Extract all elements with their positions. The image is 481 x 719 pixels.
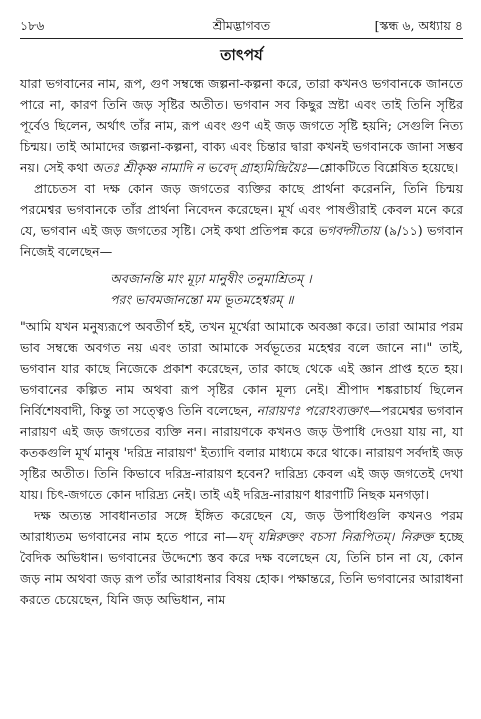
p4-text-b: হচ্ছে বৈদিক অভিধান। ভগবানের উদ্দেশ্যে স্তব করে দক্ষ বলেছেন যে, তিনি চান না যে, কোন জড় নাম অথবা জড় রূপ তাঁর আরাধনার বিষয় হোক। পক্ষান্তরে, তিনি ভগবানের আরাধনা করতে চেয়েছেন, যিনি জড় অভিধান, নাম xyxy=(20,529,463,607)
p1-text-b: —শ্লোকটিতে বিশ্লেষিত হয়েছে। xyxy=(306,160,459,175)
paragraph-4 xyxy=(20,505,463,610)
paragraph-2 xyxy=(20,178,463,262)
p1-quote: অতঃ শ্রীকৃষ্ণ নামাদি ন ভবেদ্ গ্রাহ্যমিন্দ্রিয়ৈঃ xyxy=(92,160,307,175)
running-title: শ্রীমদ্ভাগবত xyxy=(212,18,271,33)
page-number: ১৮৬ xyxy=(20,18,45,33)
page-header xyxy=(20,0,463,40)
section-label: [স্কন্ধ ৬, অধ্যায় ৪ xyxy=(374,18,463,33)
p3-quote: নারায়ণঃ পরোঽব্যক্তাৎ xyxy=(256,403,369,418)
p4-quote: যদ্ যন্নিরুক্তং বচসা নিরূপিতম্। নিরুক্ত xyxy=(237,529,434,544)
p2-book-title: ভগবদ্গীতায় xyxy=(317,223,380,238)
verse-line-2: পরং ভাবমজানন্তো মম ভূতমহেশ্বরম্ ॥ xyxy=(110,292,294,307)
paragraph-1 xyxy=(20,73,463,178)
purport-heading: তাৎপর্য xyxy=(220,46,263,64)
header-rule xyxy=(20,38,463,39)
verse-block xyxy=(110,268,463,310)
paragraph-3 xyxy=(20,316,463,505)
p1-text-a: যারা ভগবানের নাম, রূপ, গুণ সম্বন্ধে জল্পনা-কল্পনা করে, তারা কখনও ভগবানকে জানতে পারে না, কারণ তিনি জড় সৃষ্টির অতীত। ভগবান সব কিছুর স্রষ্টা এবং তাই তিনি সৃষ্টির পূর্বেও ছিলেন, অর্থাৎ তাঁর নাম, রূপ এবং গুণ এই জড় জগতে সৃষ্টি হয়নি; সেগুলি নিত্য চিন্ময়। তাই আমাদের জল্পনা-কল্পনা, বাক্য এবং চিন্তার দ্বারা কখনই ভগবানকে জানা সম্ভব নয়। সেই কথা xyxy=(20,76,463,175)
p4-text-a: দক্ষ অত্যন্ত সাবধানতার সঙ্গে ইঙ্গিত করেছেন যে, জড় উপাধিগুলি কখনও পরম আরাধ্যতম ভগবানের নাম হতে পারে না— xyxy=(20,508,463,544)
p3-text-a: "আমি যখন মনুষ্যরূপে অবতীর্ণ হই, তখন মূর্খেরা আমাকে অবজ্ঞা করে। তারা আমার পরম ভাব সম্বন্ধে অবগত নয় এবং তারা আমাকে সর্বভূতের মহেশ্বর বলে জানে না।" তাই, ভগবান যার কাছে নিজেকে প্রকাশ করেছেন, তার কাছে থেকে এই জ্ঞান প্রাপ্ত হতে হয়। ভগবানের কল্পিত নাম অথবা রূপ সৃষ্টির কোন মূল্য নেই। শ্রীপাদ শঙ্করাচার্য ছিলেন নির্বিশেষবাদী, কিন্তু তা সত্ত্বেও তিনি বলেছেন, xyxy=(20,319,463,418)
p2-text-a: প্রাচেতস বা দক্ষ কোন জড় জগতের ব্যক্তির কাছে প্রার্থনা করেননি, তিনি চিন্ময় পরমেশ্বর ভগবানকে তাঁর প্রার্থনা নিবেদন করেছেন। মূর্খ এবং পাষণ্ডীরাই কেবল মনে করে যে, ভগবান এই জড় জগতের সৃষ্টি। সেই কথা প্রতিপন্ন করে xyxy=(20,181,463,238)
verse-line-1: অবজানন্তি মাং মূঢ়া মানুষীং তনুমাশ্রিতম্ । xyxy=(110,271,312,286)
p2-text-b: (৯/১১) ভগবান নিজেই বলেছেন— xyxy=(20,223,463,259)
p3-text-b: —পরমেশ্বর ভগবান নারায়ণ এই জড় জগতের ব্যক্তি নন। নারায়ণকে কখনও জড় উপাধি দেওয়া যায় না, যা কতকগুলি মূর্খ মানুষ 'দরিদ্র নারায়ণ' ইত্যাদি বলার মাধ্যমে করে থাকে। নারায়ণ সর্বদাই জড় সৃষ্টির অতীত। তিনি কিভাবে দরিদ্র-নারায়ণ হবেন? দারিদ্র্য কেবল এই জড় জগতেই দেখা যায়। চিৎ-জগতে কোন দারিদ্র্য নেই। তাই এই দরিদ্র-নারায়ণ ধারণাটি নিছক মনগড়া। xyxy=(20,403,464,502)
